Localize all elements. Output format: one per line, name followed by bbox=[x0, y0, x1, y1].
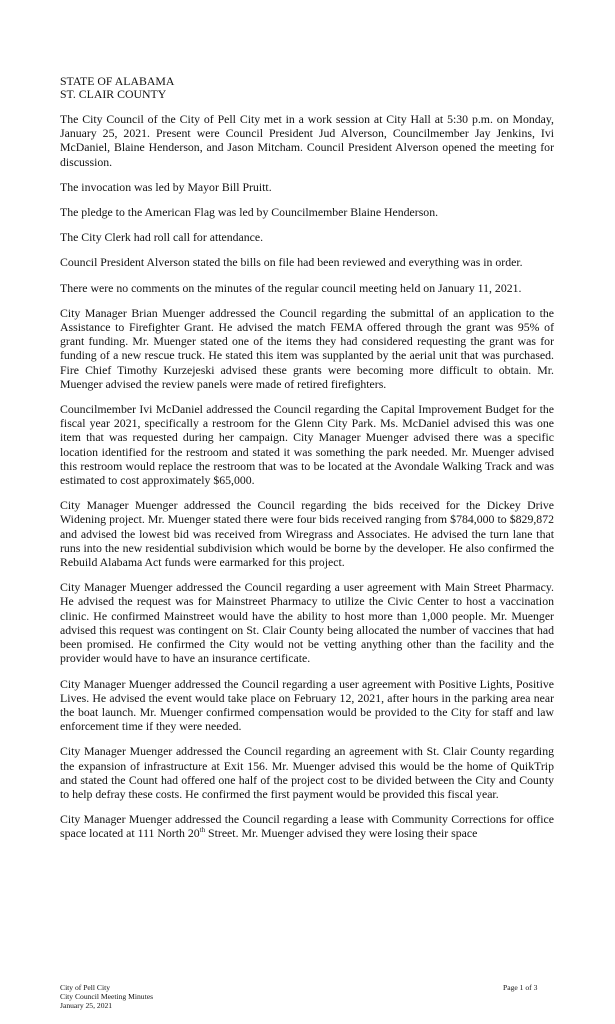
paragraph-firefighter-grant: City Manager Brian Muenger addressed the Council regarding the submittal of an application to the Assistance to Firefighter Grant. He advised the match FEMA offered through the grant was 95% of grant funding. Mr. Muenger stated one of the items they had considered requesting the grant was for funding of a new rescue truck. He stated this item was supplanted by the aerial unit that was purchased. Fire Chief Timothy Kurzejeski advised these grants were becoming more difficult to obtain. Mr. Muenger advised the review panels were made of retired firefighters. bbox=[60, 305, 554, 391]
paragraph-pharmacy: City Manager Muenger addressed the Council regarding a user agreement with Main Street Pharmacy. He advised the request was for Mainstreet Pharmacy to utilize the Civic Center to host a vaccination clinic. He confirmed Mainstreet would have the ability to host more than 1,000 people. Mr. Muenger advised this request was contingent on St. Clair County being allocated the number of vaccines that had been promised. He confirmed the City would not be vetting anything other than the facility and the provider would have to have an insurance certificate. bbox=[60, 580, 554, 666]
paragraph-dickey-drive: City Manager Muenger addressed the Council regarding the bids received for the Dickey Drive Widening project. Mr. Muenger stated there were four bids received ranging from $784,000 to $829,872 and advised the lowest bid was received from Wiregrass and Associates. He advised the turn lane that runs into the new residential subdivision which would be borne by the developer. He also confirmed the Rebuild Alabama Act funds were earmarked for this project. bbox=[60, 498, 554, 570]
paragraph-roll-call: The City Clerk had roll call for attendance. bbox=[60, 230, 264, 245]
spacer bbox=[60, 101, 554, 112]
footer-doc-title: City Council Meeting Minutes bbox=[60, 992, 154, 1001]
page-number: Page 1 of 3 bbox=[503, 983, 538, 992]
paragraph-text-end: Street. Mr. Muenger advised they were losing their space bbox=[205, 826, 478, 841]
paragraph-exit-156: City Manager Muenger addressed the Council regarding an agreement with St. Clair County regarding the expansion of infrastructure at Exit 156. Mr. Muenger advised this would be the home of QuikTrip and stated the Count had offered one half of the project cost to be divided between the City and County to help defray these costs. He confirmed the first payment would be provided this fiscal year. bbox=[60, 744, 554, 801]
document-body bbox=[60, 75, 554, 852]
paragraph-text-start: City Manager Muenger addressed the Council regarding a lease with Community Corrections for office space located at 111 North 20 bbox=[60, 812, 554, 841]
heading-county: ST. CLAIR COUNTY bbox=[60, 87, 167, 101]
paragraph-capital-budget: Councilmember Ivi McDaniel addressed the Council regarding the Capital Improvement Budget for the fiscal year 2021, specifically a restroom for the Glenn City Park. Ms. McDaniel advised this was one item that was requested during her campaign. City Manager Muenger advised there was a specific location identified for the restroom and stated it was something the park needed. Mr. Muenger advised this restroom would replace the restroom that was to be located at the Avondale Walking Track and was estimated to cost approximately $65,000. bbox=[60, 402, 554, 488]
paragraph-opening: The City Council of the City of Pell City met in a work session at City Hall at 5:30 p.m. on Monday, January 25, 2021. Present were Council President Jud Alverson, Councilmember Jay Jenkins, Ivi McDaniel, Blaine Henderson, and Jason Mitcham. Council President Alverson opened the meeting for discussion. bbox=[60, 112, 554, 169]
footer bbox=[60, 983, 153, 1010]
ordinal-suffix: th bbox=[199, 826, 206, 835]
footer-city: City of Pell City bbox=[60, 983, 110, 992]
paragraph-bills: Council President Alverson stated the bills on file had been reviewed and everything was in order. bbox=[60, 255, 523, 270]
paragraph-invocation: The invocation was led by Mayor Bill Pruitt. bbox=[60, 179, 272, 194]
paragraph-positive-lights: City Manager Muenger addressed the Council regarding a user agreement with Positive Lights, Positive Lives. He advised the event would take place on February 12, 2021, after hours in the parking area near the boat launch. Mr. Muenger confirmed compensation would be provided to the City for staff and law enforcement time if they were needed. bbox=[60, 676, 554, 734]
footer-date: January 25, 2021 bbox=[60, 1001, 113, 1010]
paragraph-minutes: There were no comments on the minutes of the regular council meeting held on January 11, 2021. bbox=[60, 280, 522, 295]
paragraph-community-corrections bbox=[60, 812, 554, 840]
paragraph-pledge: The pledge to the American Flag was led by Councilmember Blaine Henderson. bbox=[60, 205, 439, 220]
heading-state: STATE OF ALABAMA bbox=[60, 74, 175, 88]
